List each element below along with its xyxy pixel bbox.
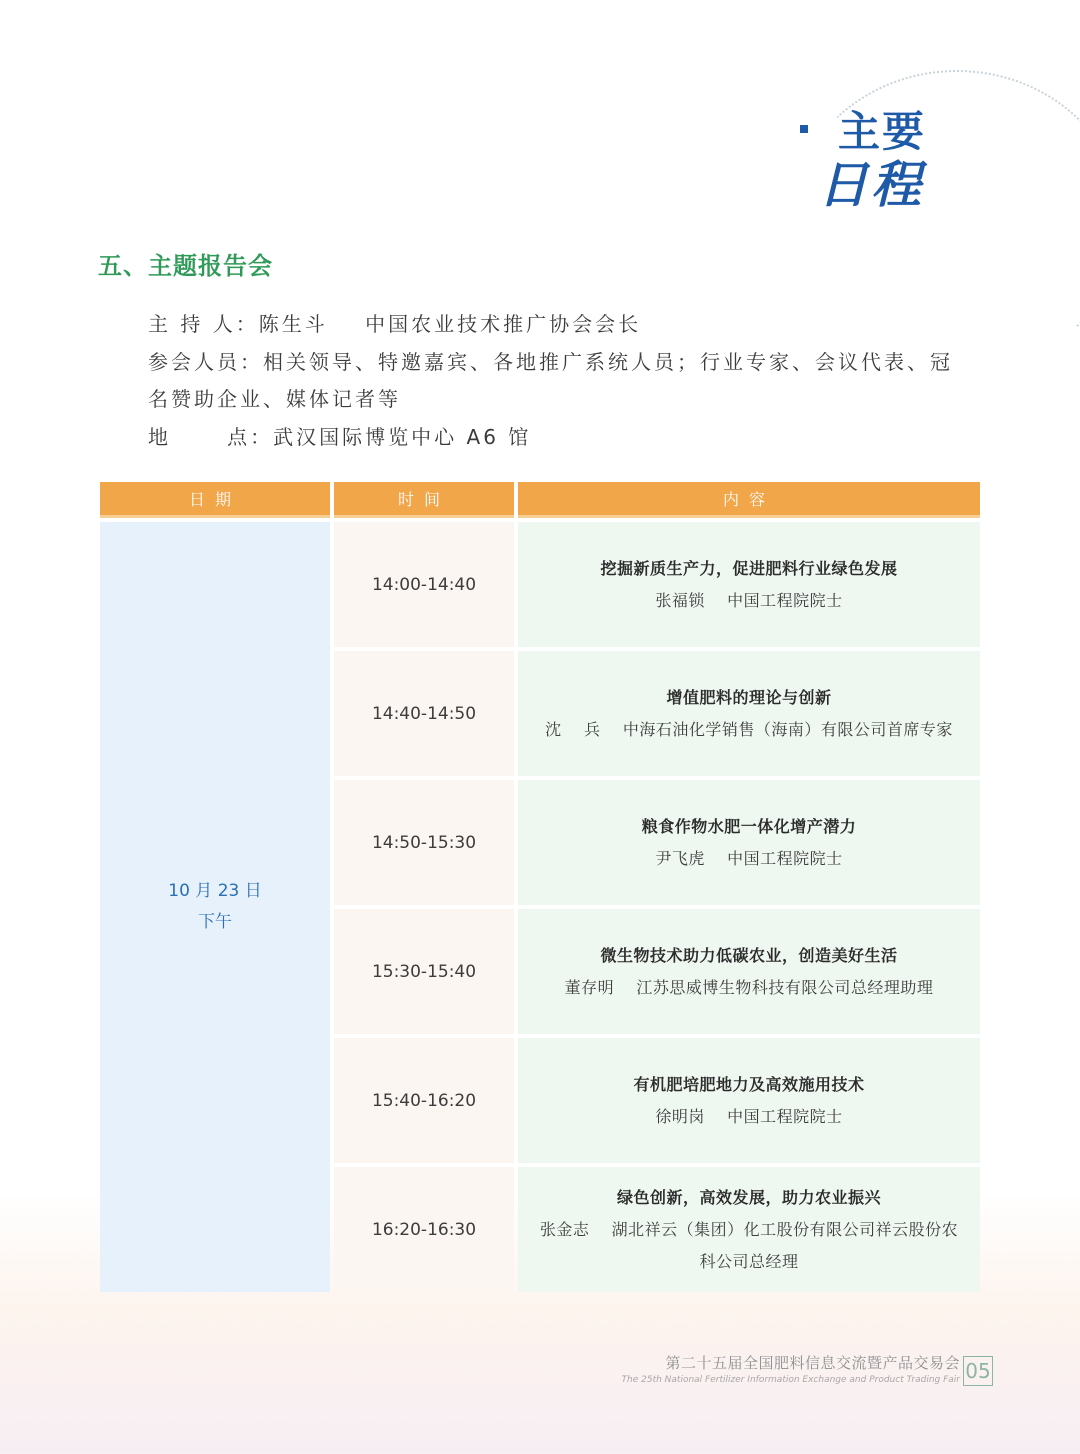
report-title: 粮食作物水肥一体化增产潜力 bbox=[641, 816, 857, 836]
content-cell bbox=[518, 1167, 980, 1292]
content-cell bbox=[518, 1038, 980, 1163]
header-date: 日期 bbox=[100, 482, 330, 518]
date-line1: 10 月 23 日 bbox=[168, 881, 262, 901]
report-speaker: 张福锁 中国工程院院士 bbox=[655, 590, 843, 610]
host-label: 主 持 人： bbox=[148, 312, 259, 336]
footer-event-name-cn: 第二十五届全国肥料信息交流暨产品交易会 bbox=[665, 1354, 960, 1372]
page-number: 05 bbox=[963, 1356, 993, 1386]
time-cell: 15:40-16:20 bbox=[334, 1038, 514, 1163]
header-content: 内容 bbox=[518, 482, 980, 518]
attendees-row bbox=[148, 344, 978, 382]
report-title: 挖掘新质生产力，促进肥料行业绿色发展 bbox=[600, 558, 898, 578]
footer bbox=[622, 1352, 960, 1385]
table-row bbox=[334, 522, 980, 647]
time-cell: 16:20-16:30 bbox=[334, 1167, 514, 1292]
content-cell bbox=[518, 780, 980, 905]
report-speaker-line2: 科公司总经理 bbox=[699, 1251, 799, 1271]
report-title: 有机肥培肥地力及高效施用技术 bbox=[633, 1074, 865, 1094]
venue-row bbox=[148, 419, 978, 457]
footer-event-name-en: The 25th National Fertilizer Information Exchange and Product Trading Fair bbox=[621, 1375, 960, 1385]
time-cell: 14:40-14:50 bbox=[334, 651, 514, 776]
date-text bbox=[100, 876, 330, 938]
report-speaker: 徐明岗 中国工程院院士 bbox=[655, 1106, 843, 1126]
table-row bbox=[334, 1167, 980, 1292]
content-cell bbox=[518, 522, 980, 647]
table-row bbox=[334, 780, 980, 905]
table-row bbox=[334, 909, 980, 1034]
date-cell bbox=[100, 522, 330, 1292]
attendees-row-cont bbox=[148, 381, 978, 419]
content-cell bbox=[518, 909, 980, 1034]
attendees-label: 参会人员： bbox=[148, 349, 263, 374]
report-speaker: 沈 兵 中海石油化学销售（海南）有限公司首席专家 bbox=[545, 719, 953, 739]
table-row bbox=[334, 1038, 980, 1163]
venue-value: 武汉国际博览中心 A6 馆 bbox=[273, 424, 532, 449]
report-title: 微生物技术助力低碳农业，创造美好生活 bbox=[600, 945, 898, 965]
attendees-value-line2: 名赞助企业、媒体记者等 bbox=[148, 387, 401, 411]
host-value: 陈生斗 中国农业技术推广协会会长 bbox=[258, 312, 642, 336]
table-row bbox=[334, 651, 980, 776]
host-row bbox=[148, 306, 978, 344]
header-time: 时间 bbox=[334, 482, 514, 518]
venue-label: 地 点： bbox=[148, 424, 274, 449]
report-speaker: 尹飞虎 中国工程院院士 bbox=[655, 848, 843, 868]
report-title: 绿色创新，高效发展，助力农业振兴 bbox=[616, 1187, 881, 1207]
content-cell bbox=[518, 651, 980, 776]
time-cell: 14:00-14:40 bbox=[334, 522, 514, 647]
time-cell: 15:30-15:40 bbox=[334, 909, 514, 1034]
time-cell: 14:50-15:30 bbox=[334, 780, 514, 905]
page-header-title bbox=[800, 108, 1060, 218]
header-title-line1: 主要 bbox=[838, 107, 927, 156]
table-header bbox=[100, 482, 980, 518]
date-line2: 下午 bbox=[198, 912, 232, 932]
header-square-marker bbox=[800, 125, 808, 133]
report-title: 增值肥料的理论与创新 bbox=[666, 687, 832, 707]
attendees-value-line1: 相关领导、特邀嘉宾、各地推广系统人员；行业专家、会议代表、冠 bbox=[263, 349, 953, 374]
report-speaker: 张金志 湖北祥云（集团）化工股份有限公司祥云股份农 bbox=[539, 1219, 959, 1239]
report-speaker: 董存明 江苏思威博生物科技有限公司总经理助理 bbox=[564, 977, 934, 997]
section-title: 五、主题报告会 bbox=[98, 252, 273, 280]
session-info bbox=[148, 306, 978, 456]
header-title-line2: 日程 bbox=[818, 156, 924, 214]
